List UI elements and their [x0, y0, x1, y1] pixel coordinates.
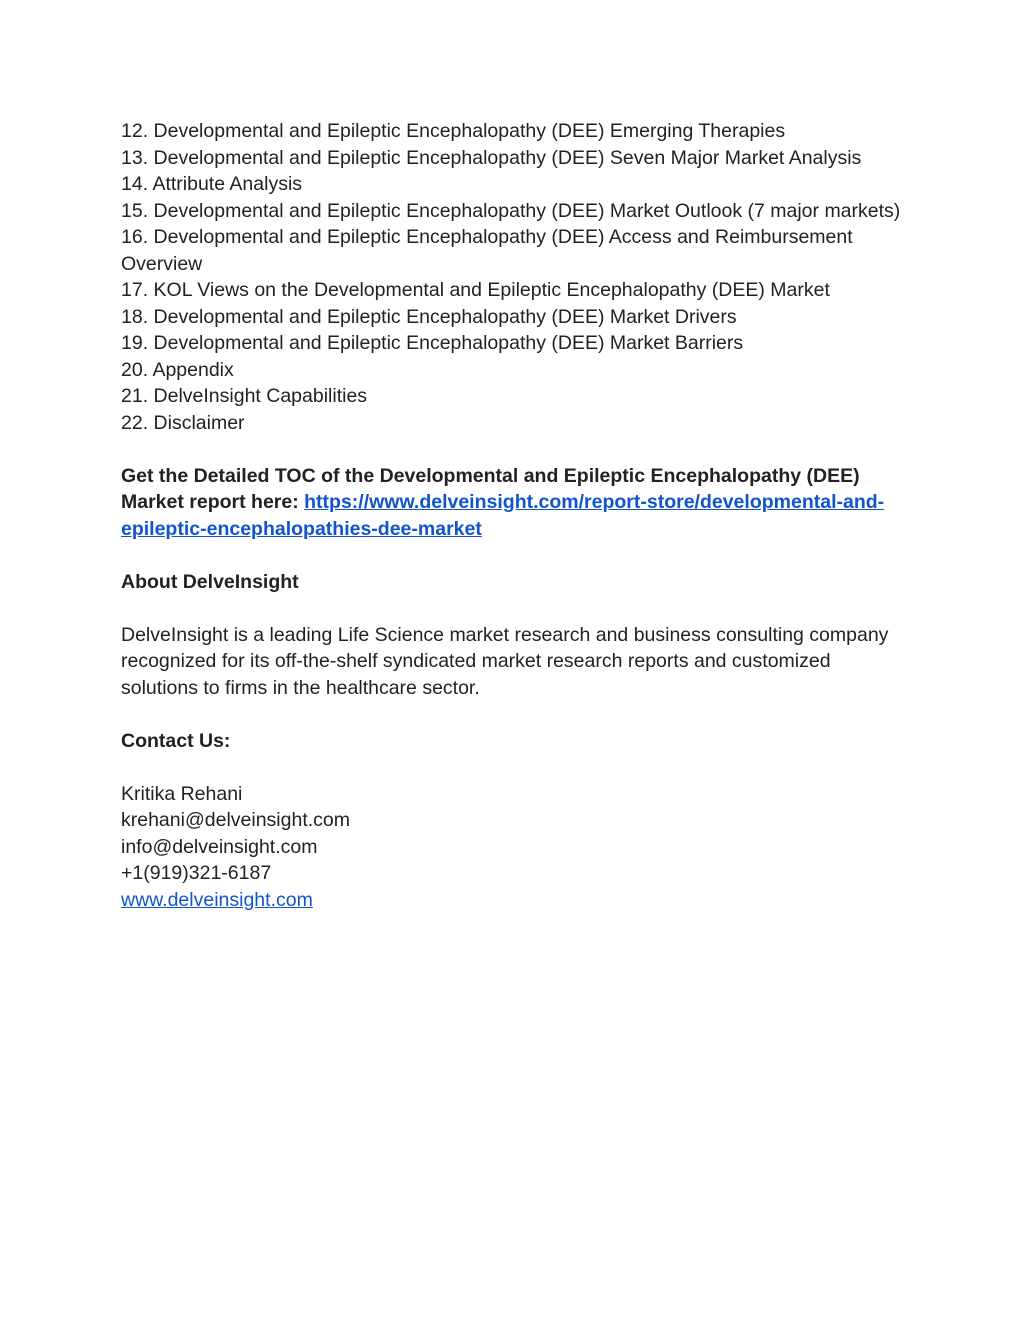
- toc-item-16: 16. Developmental and Epileptic Encephalopathy (DEE) Access and Reimbursement Overview: [121, 226, 853, 275]
- toc-item-20: 20. Appendix: [121, 358, 234, 381]
- toc-item-12: 12. Developmental and Epileptic Encephalopathy (DEE) Emerging Therapies: [121, 120, 786, 142]
- toc-cta-paragraph: [121, 463, 911, 543]
- about-heading: About DelveInsight: [121, 570, 299, 593]
- toc-item-13: 13. Developmental and Epileptic Encephalopathy (DEE) Seven Major Market Analysis: [121, 146, 862, 169]
- contact-email-info: info@delveinsight.com: [121, 835, 318, 858]
- contact-phone: +1(919)321-6187: [121, 862, 272, 884]
- contact-block: [121, 781, 911, 914]
- contact-email-primary: krehani@delveinsight.com: [121, 809, 350, 831]
- contact-name: Kritika Rehani: [121, 782, 243, 805]
- toc-list: [121, 118, 911, 436]
- spacer: [121, 701, 911, 728]
- document-page: [121, 118, 911, 913]
- toc-item-14: 14. Attribute Analysis: [121, 173, 303, 195]
- spacer: [121, 595, 911, 622]
- toc-cta-text: Get the Detailed TOC of the Developmental and Epileptic Encephalopathy (DEE) Market report here:: [121, 464, 860, 513]
- toc-item-19: 19. Developmental and Epileptic Encephalopathy (DEE) Market Barriers: [121, 332, 744, 354]
- toc-item-15: 15. Developmental and Epileptic Encephalopathy (DEE) Market Outlook (7 major markets): [121, 199, 901, 222]
- spacer: [121, 436, 911, 463]
- toc-item-22: 22. Disclaimer: [121, 411, 245, 434]
- toc-item-17: 17. KOL Views on the Developmental and Epileptic Encephalopathy (DEE) Market: [121, 279, 830, 301]
- contact-heading: Contact Us:: [121, 729, 231, 752]
- toc-item-21: 21. DelveInsight Capabilities: [121, 385, 368, 407]
- toc-item-18: 18. Developmental and Epileptic Encephalopathy (DEE) Market Drivers: [121, 305, 737, 328]
- about-body: DelveInsight is a leading Life Science market research and business consulting company recognized for its off-the-shelf syndicated market research reports and customized solutions to firms in the healthcare sector.: [121, 623, 889, 699]
- spacer: [121, 754, 911, 781]
- report-link[interactable]: https://www.delveinsight.com/report-store/developmental-and-epileptic-encephalopathies-dee-market: [121, 491, 885, 540]
- website-link[interactable]: www.delveinsight.com: [121, 888, 313, 911]
- spacer: [121, 542, 911, 569]
